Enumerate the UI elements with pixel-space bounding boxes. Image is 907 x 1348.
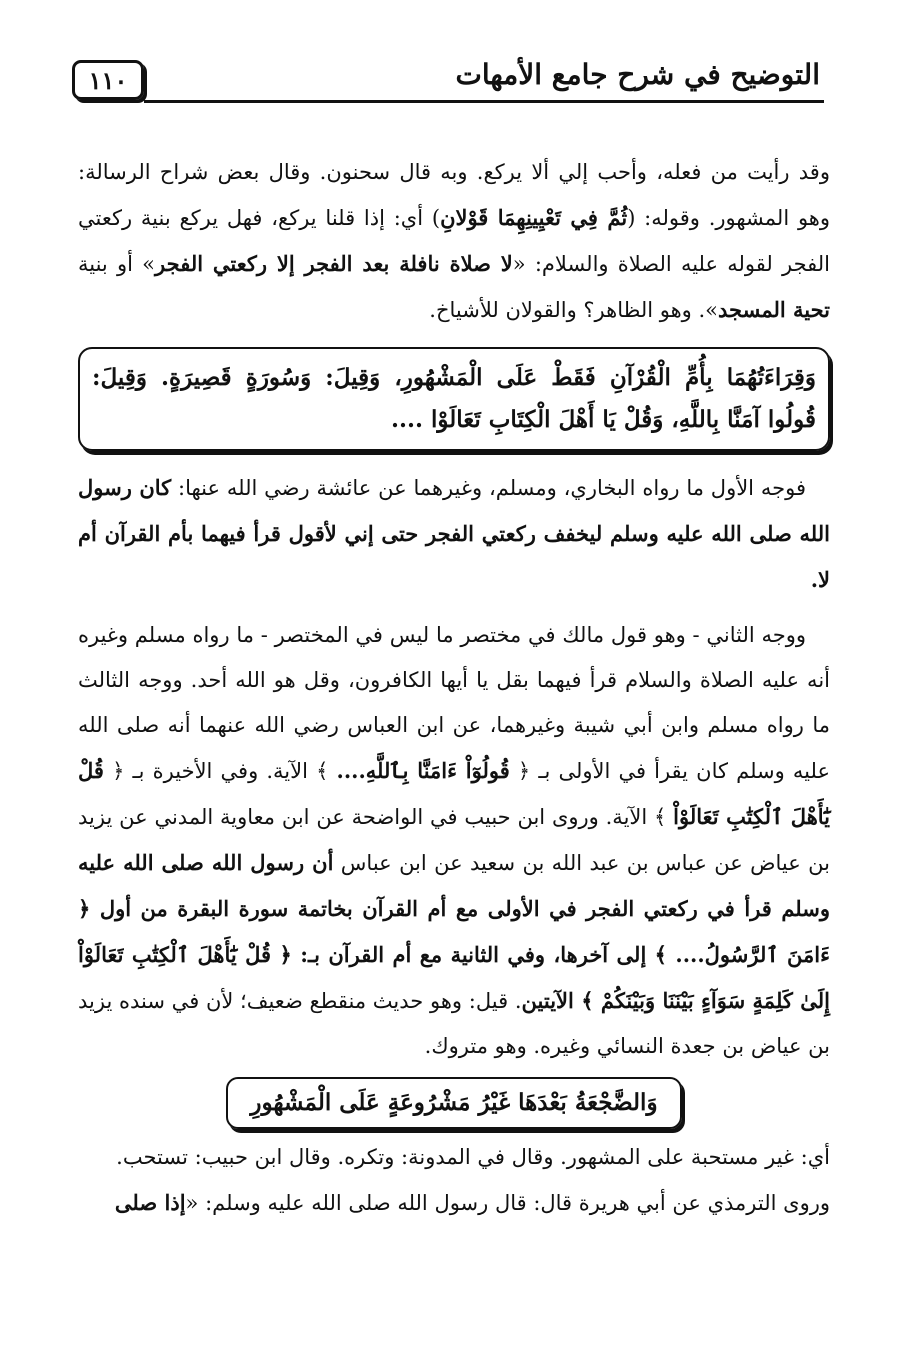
p5-hadith-start: إذا صلى xyxy=(114,1190,186,1215)
p5-text-1: وروى الترمذي عن أبي هريرة قال: قال رسول الله صلى الله عليه وسلم: « xyxy=(185,1191,830,1215)
paragraph-3 xyxy=(78,613,830,1069)
p3-verse-2: قُلْ يَٰٓأَهْلَ ٱلْكِتَٰبِ تَعَالَوْاْ xyxy=(78,758,831,829)
p1-text-2: ) أي: إذا قلنا يركع، فهل يركع بنية ركعتي الفجر لقوله عليه الصلاة والسلام: « xyxy=(78,206,830,276)
p1-matn-quote: ثُمَّ فِي تَعْيِينِهِمَا قَوْلانِ xyxy=(440,205,628,230)
matn-box-2: وَالضَّجْعَةُ بَعْدَهَا غَيْرُ مَشْرُوعَةٍ عَلَى الْمَشْهُورِ xyxy=(226,1077,681,1129)
p3-verse-4: قُلْ يَٰٓأَهْلَ ٱلْكِتَٰبِ تَعَالَوْاْ إِلَىٰ كَلِمَةٍ سَوَآءٍ بَيْنَنَا وَبَيْنَكُمْ xyxy=(78,942,830,1013)
p1-hadith-quote: لا صلاة نافلة بعد الفجر إلا ركعتي الفجر xyxy=(155,251,513,276)
p3-verse-3: ءَامَنَ ٱلرَّسُولُ.... xyxy=(675,942,830,967)
page-number: ١١٠ xyxy=(72,60,144,100)
p2-text-1: فوجه الأول ما رواه البخاري، ومسلم، وغيرهما عن عائشة رضي الله عنها: xyxy=(171,476,806,500)
paragraph-1 xyxy=(78,150,830,333)
header-rule xyxy=(144,100,824,103)
p2-hadith: كان رسول الله صلى الله عليه وسلم ليخفف ركعتي الفجر حتى إني لأقول قرأ فيهما بأم القرآن أم لا. xyxy=(78,475,830,592)
p1-bold-phrase: تحية المسجد xyxy=(718,297,830,322)
paragraph-5 xyxy=(78,1180,830,1226)
p3-text-1: ووجه الثاني - وهو قول مالك في مختصر ما ليس في المختصر - ما رواه مسلم وغيره أنه عليه الصلاة والسلام قرأ فيهما بقل يا أيها الكافرون، وقل هو الله أحد. ووجه الثالث ما رواه مسلم وابن أبي شيبة وغيرهما، عن ابن العباس رضي الله عنهما أنه صلى الله عليه وسلم كان يقرأ في الأولى بـ ﴿ xyxy=(78,623,830,783)
p1-text-3: » أو بنية xyxy=(78,252,156,276)
p3-text-4: ﴾ إلى آخرها، وفي الثانية مع أم القرآن بـ: ﴿ xyxy=(271,942,676,967)
p3-text-6: . قيل: وهو حديث منقطع ضعيف؛ لأن في سنده يزيد بن عياض بن جعدة النسائي وغيره. وهو متروك. xyxy=(78,989,830,1058)
p3-hadith: أن رسول الله صلى الله عليه وسلم قرأ في ركعتي الفجر في الأولى مع أم القرآن بخاتمة سورة البقرة من أول ﴿ xyxy=(78,850,830,921)
paragraph-4 xyxy=(78,1135,830,1180)
p4-text-1: أي: غير مستحبة على المشهور. وقال في المدونة: وتكره. وقال ابن حبيب: تستحب. xyxy=(116,1145,830,1169)
matn-box-1: وَقِرَاءَتُهُمَا بِأُمِّ الْقُرْآنِ فَقَطْ عَلَى الْمَشْهُورِ، وَقِيلَ: وَسُورَةٍ قَصِيرَةٍ. وَقِيلَ: قُولُوا آمَنَّا بِاللَّهِ، وَقُلْ يَا أَهْلَ الْكِتَابِ تَعَالَوْا .... xyxy=(78,347,830,451)
page-body xyxy=(78,150,830,1226)
page-header xyxy=(72,56,824,108)
paragraph-2 xyxy=(78,465,830,603)
matn-box-2-wrap xyxy=(78,1077,830,1129)
p1-text-1: وقد رأيت من فعله، وأحب إلي ألا يركع. وبه قال سحنون. وقال بعض شراح الرسالة: وهو المشهور. وقوله: ( xyxy=(78,160,831,230)
book-title: التوضيح في شرح جامع الأمهات xyxy=(455,58,820,91)
p3-text-2: ﴾ الآية. وفي الأخيرة بـ ﴿ xyxy=(103,759,337,783)
p3-text-3: ﴾ الآية. وروى ابن حبيب في الواضحة عن ابن معاوية المدني عن يزيد بن عياض عن عباس بن عبد الله بن سعيد عن ابن عباس xyxy=(78,805,830,875)
p3-verse-1: قُولُوٓاْ ءَامَنَّا بِٱللَّهِ.... xyxy=(336,758,510,783)
p1-text-4: ». وهو الظاهر؟ والقولان للأشياخ. xyxy=(429,298,718,322)
p3-text-5: ﴾ الآيتين xyxy=(521,988,601,1013)
